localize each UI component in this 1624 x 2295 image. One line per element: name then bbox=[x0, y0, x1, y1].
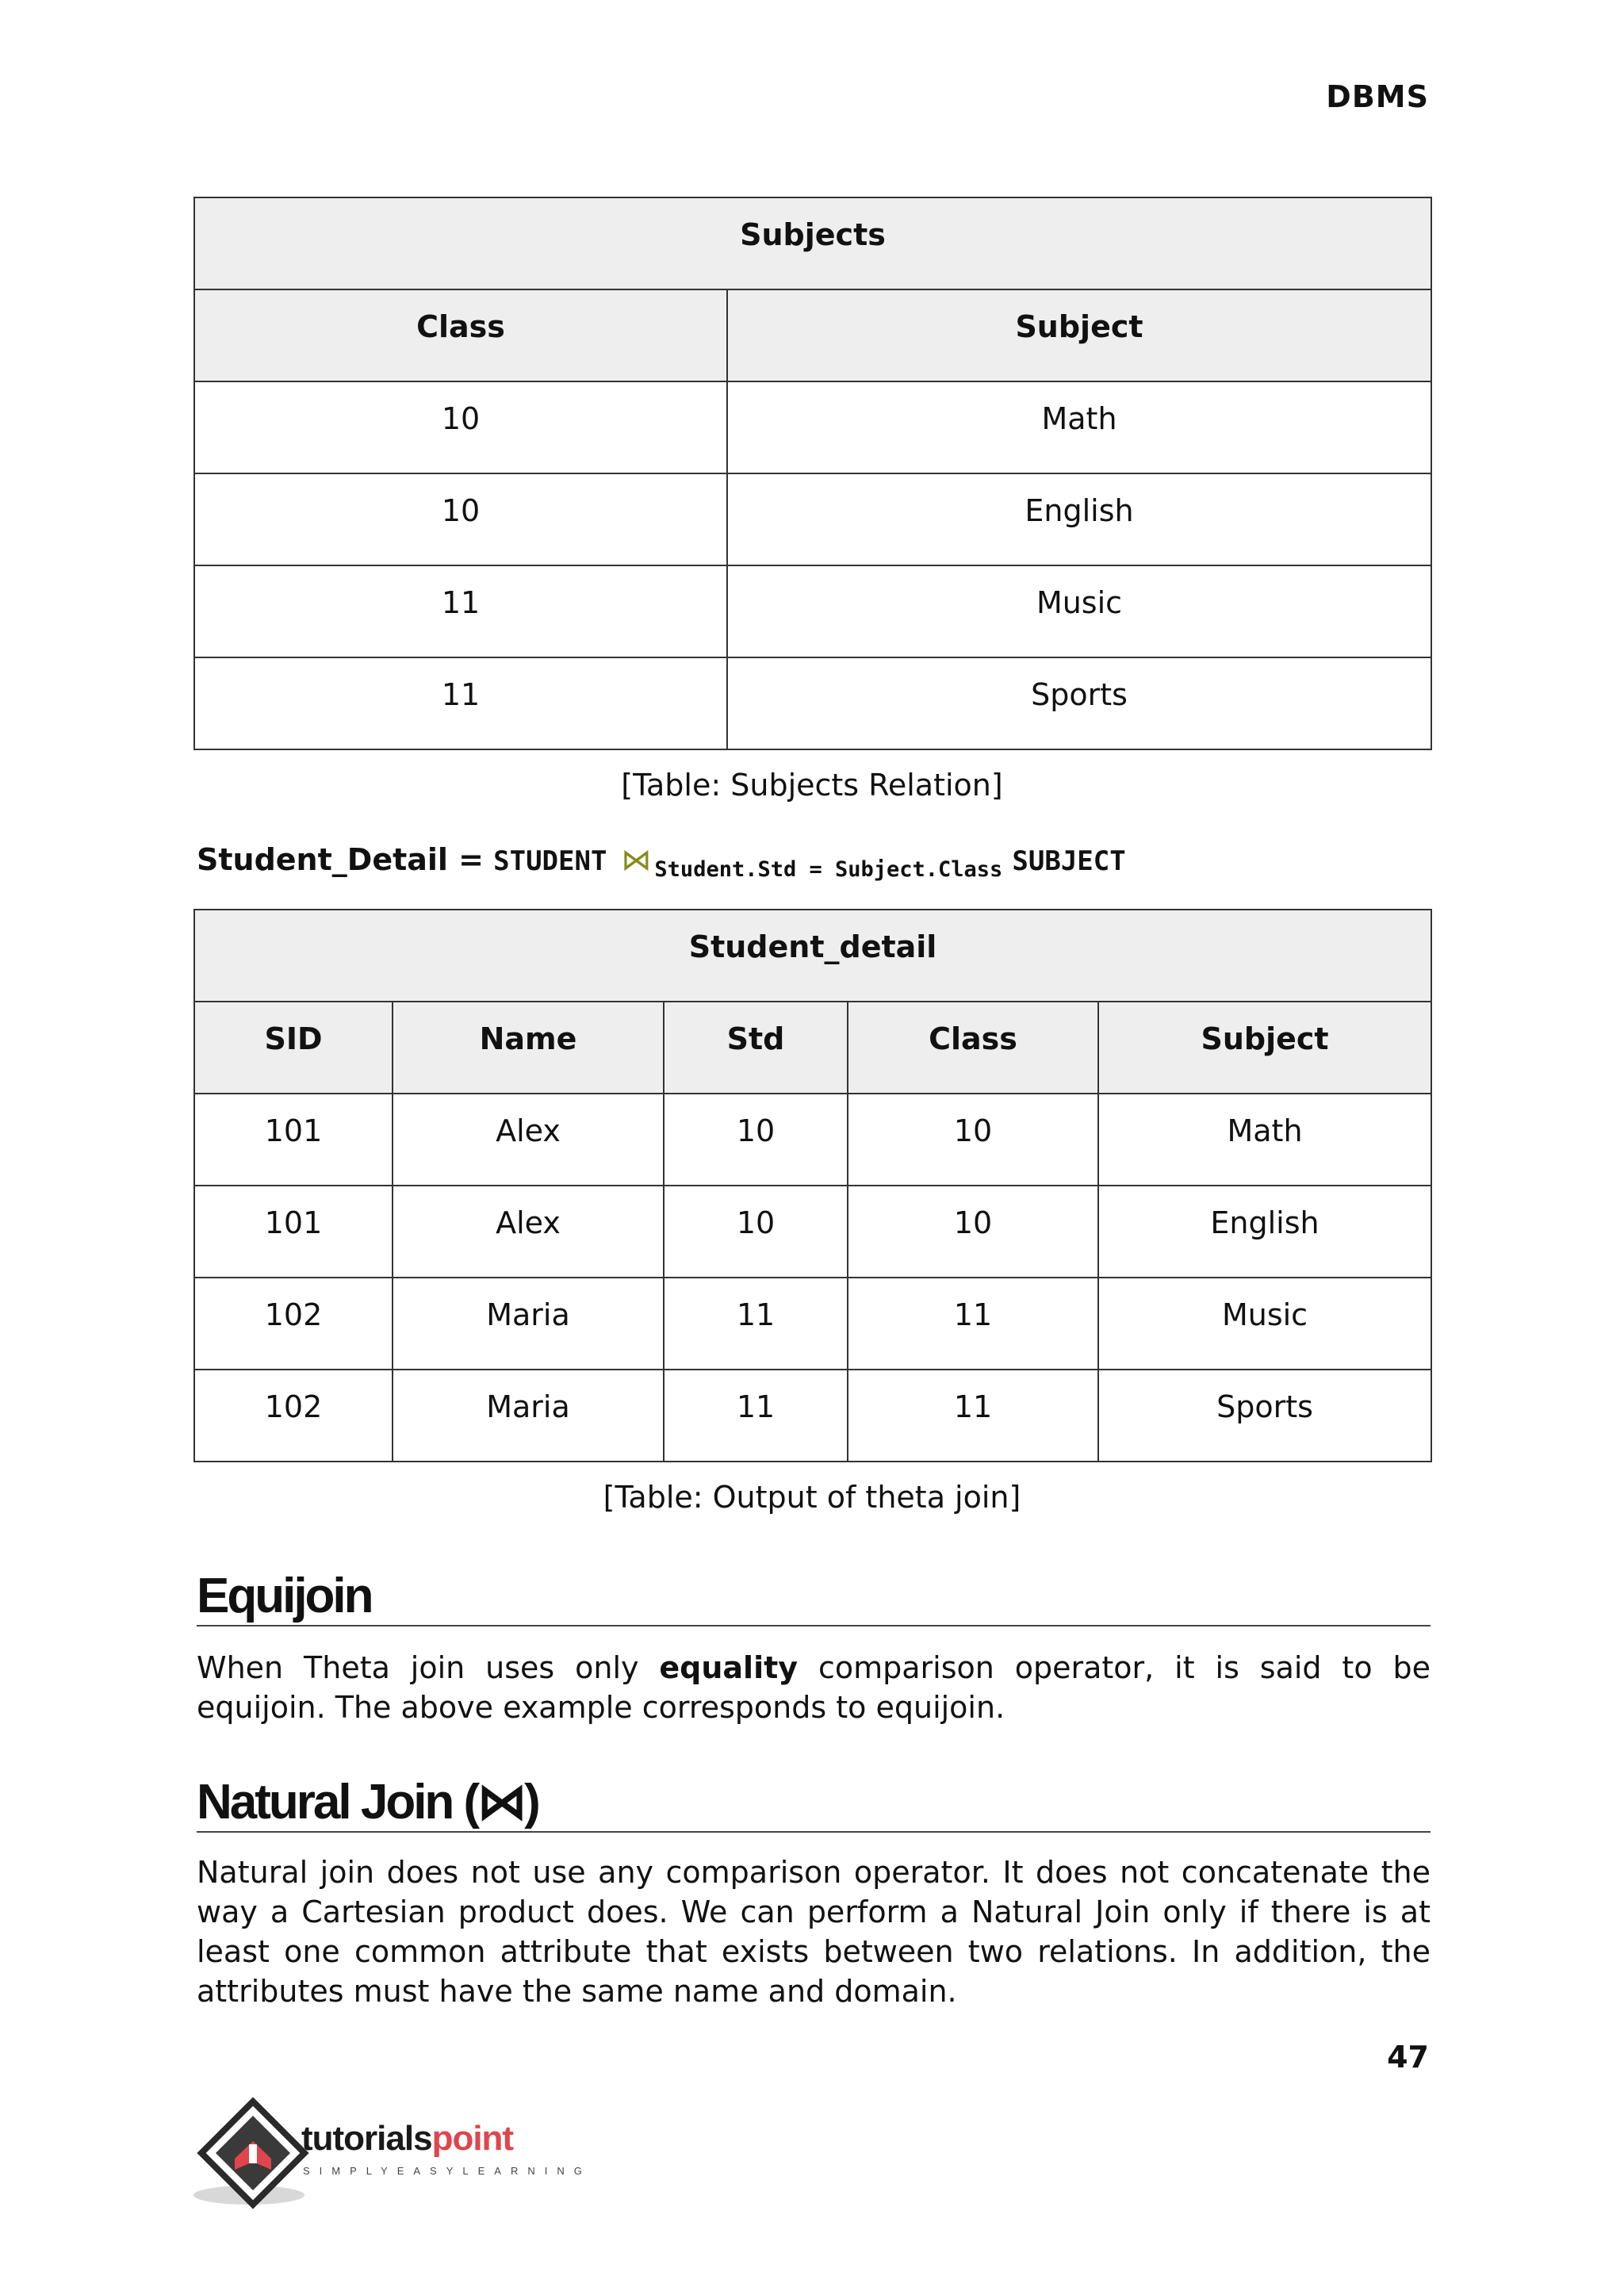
text-span: comparison operator, it is said to be equijoin. The above example corresponds to equijoin. bbox=[197, 1650, 1431, 1725]
bold-term: equality bbox=[659, 1650, 799, 1685]
formula-lhs: Student_Detail = bbox=[197, 842, 485, 877]
column-header-subject: Subject bbox=[727, 289, 1431, 381]
table-cell: Alex bbox=[393, 1186, 664, 1278]
table-row bbox=[194, 1186, 1431, 1278]
logo-wordmark bbox=[301, 2119, 513, 2159]
formula-left-relation: STUDENT bbox=[493, 845, 607, 877]
equijoin-paragraph bbox=[197, 1648, 1431, 1727]
table-caption: [Table: Subjects Relation] bbox=[621, 768, 1003, 803]
table-cell: 101 bbox=[194, 1094, 393, 1186]
bowtie-icon: ⋈ bbox=[621, 842, 652, 877]
table-cell: Sports bbox=[1098, 1370, 1431, 1462]
table-cell: 11 bbox=[848, 1370, 1098, 1462]
subjects-table bbox=[193, 197, 1432, 750]
running-header: DBMS bbox=[1326, 79, 1429, 114]
table-cell: 10 bbox=[194, 473, 727, 565]
column-header-subject: Subject bbox=[1098, 1002, 1431, 1094]
logo-text-main: tutorials bbox=[301, 2119, 432, 2158]
table-cell: Math bbox=[727, 381, 1431, 473]
join-formula bbox=[197, 842, 1126, 882]
table-cell: 11 bbox=[664, 1278, 848, 1370]
table-row bbox=[194, 1094, 1431, 1186]
section-heading-equijoin: Equijoin bbox=[197, 1570, 1431, 1626]
table-cell: Sports bbox=[727, 657, 1431, 749]
table-cell: 101 bbox=[194, 1186, 393, 1278]
table-title: Subjects bbox=[194, 197, 1431, 289]
table-cell: 102 bbox=[194, 1370, 393, 1462]
logo-tagline: SIMPLYEASYLEARNING bbox=[303, 2165, 592, 2177]
table-cell: 11 bbox=[194, 657, 727, 749]
table-cell: Music bbox=[727, 565, 1431, 657]
page-number: 47 bbox=[1387, 2040, 1429, 2075]
table-row bbox=[194, 1278, 1431, 1370]
table-row bbox=[194, 381, 1431, 473]
logo-text-accent: point bbox=[431, 2119, 514, 2158]
table-cell: English bbox=[1098, 1186, 1431, 1278]
table-cell: 102 bbox=[194, 1278, 393, 1370]
natural-join-paragraph: Natural join does not use any comparison operator. It does not concatenate the way a Cartesian product does. We can perform a Natural Join only if there is at least one common attribute that exists between two relations. In addition, the attributes must have the same name and domain. bbox=[197, 1855, 1431, 2009]
table-cell: Music bbox=[1098, 1278, 1431, 1370]
column-header-class: Class bbox=[848, 1002, 1098, 1094]
table-cell: Maria bbox=[393, 1278, 664, 1370]
table-cell: 10 bbox=[848, 1186, 1098, 1278]
table-cell: 11 bbox=[194, 565, 727, 657]
table-cell: 11 bbox=[848, 1278, 1098, 1370]
table-cell: 10 bbox=[664, 1186, 848, 1278]
column-header-std: Std bbox=[664, 1002, 848, 1094]
table-cell: Maria bbox=[393, 1370, 664, 1462]
student-detail-table bbox=[193, 909, 1432, 1462]
table-row bbox=[194, 565, 1431, 657]
table-cell: 10 bbox=[194, 381, 727, 473]
table-row bbox=[194, 1370, 1431, 1462]
column-header-name: Name bbox=[393, 1002, 664, 1094]
section-heading-natural-join: Natural Join (⋈) bbox=[197, 1776, 1431, 1833]
table-title: Student_detail bbox=[194, 910, 1431, 1002]
formula-condition: Student.Std = Subject.Class bbox=[654, 857, 1003, 882]
table-cell: 11 bbox=[664, 1370, 848, 1462]
table-row bbox=[194, 657, 1431, 749]
table-cell: 10 bbox=[664, 1094, 848, 1186]
table-cell: Alex bbox=[393, 1094, 664, 1186]
formula-right-relation: SUBJECT bbox=[1012, 845, 1126, 877]
table-cell: 10 bbox=[848, 1094, 1098, 1186]
column-header-sid: SID bbox=[194, 1002, 393, 1094]
table-cell: Math bbox=[1098, 1094, 1431, 1186]
column-header-class: Class bbox=[194, 289, 727, 381]
table-cell: English bbox=[727, 473, 1431, 565]
text-span: When Theta join uses only bbox=[197, 1650, 660, 1685]
table-caption: [Table: Output of theta join] bbox=[603, 1480, 1021, 1515]
table-row bbox=[194, 473, 1431, 565]
